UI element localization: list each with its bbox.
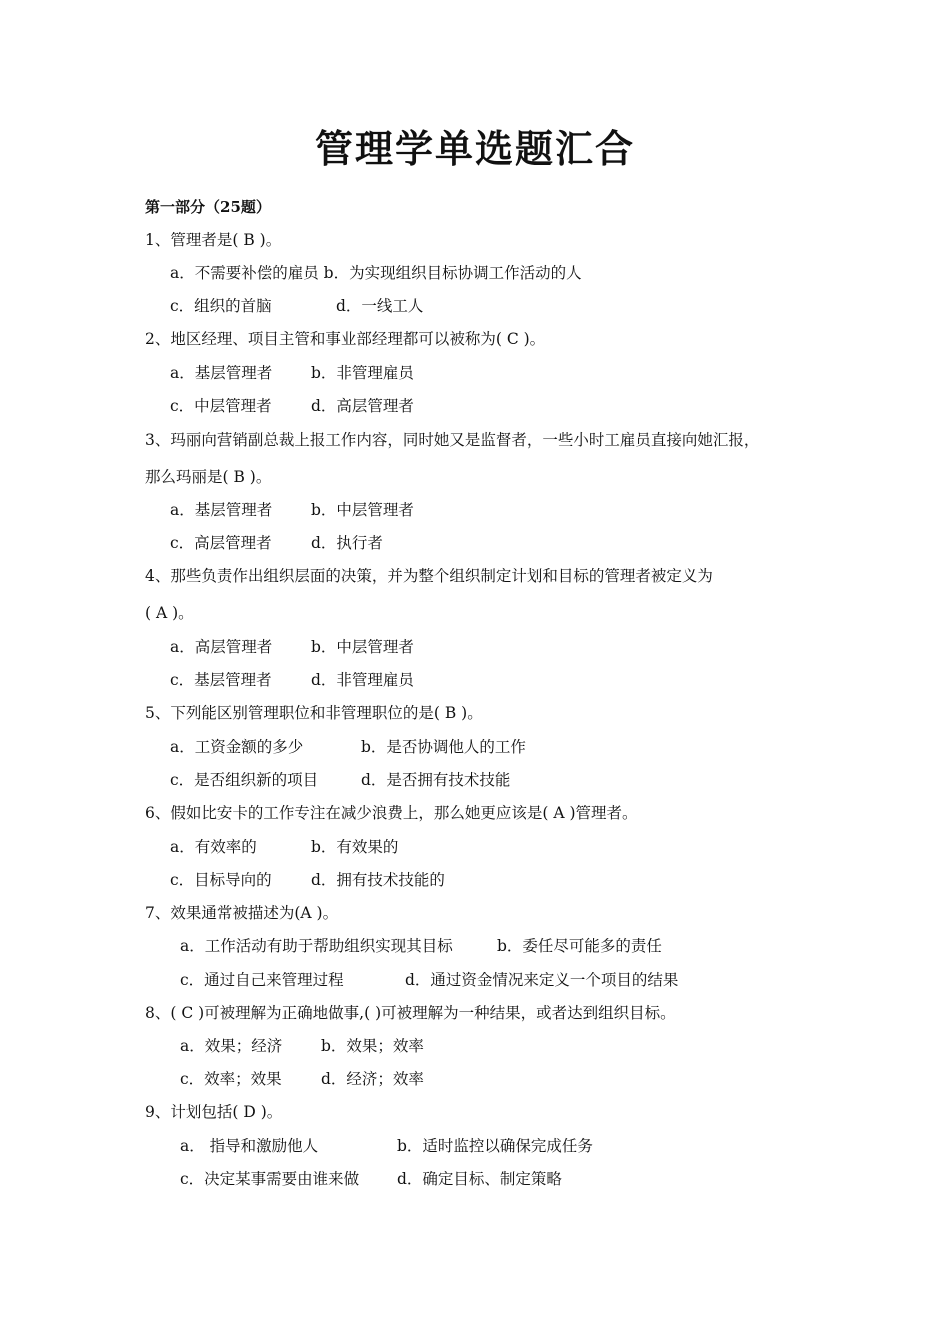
question-6-option-b: b．有效果的 [311, 838, 399, 856]
question-8-option-b: b．效果；效率 [321, 1037, 424, 1055]
question-7-option-d: d．通过资金情况来定义一个项目的结果 [405, 971, 679, 989]
question-1-option-c: c．组织的首脑 [170, 297, 272, 315]
question-5-option-d: d．是否拥有技术技能 [361, 771, 511, 789]
question-8: 8、( C )可被理解为正确地做事,( )可被理解为一种结果，或者达到组织目标。 [145, 1004, 676, 1022]
question-9-option-b: b．适时监控以确保完成任务 [397, 1137, 593, 1155]
section-heading: 第一部分（25题） [145, 198, 271, 216]
question-2-option-c: c．中层管理者 [170, 397, 272, 415]
question-8-option-c: c．效率；效果 [180, 1070, 282, 1088]
question-7-option-b: b．委任尽可能多的责任 [497, 937, 662, 955]
page-title: 管理学单选题汇合 [314, 126, 635, 171]
question-7: 7、效果通常被描述为(A )。 [145, 904, 339, 922]
question-6-option-c: c．目标导向的 [170, 871, 272, 889]
question-6-option-a: a．有效率的 [170, 838, 257, 856]
question-8-option-d: d．经济；效率 [321, 1070, 424, 1088]
question-3-line-1: 3、玛丽向营销副总裁上报工作内容，同时她又是监督者，一些小时工雇员直接向她汇报， [145, 431, 760, 449]
question-6-option-d: d．拥有技术技能的 [311, 871, 445, 889]
question-5-option-b: b．是否协调他人的工作 [361, 738, 526, 756]
question-2-option-a: a．基层管理者 [170, 364, 273, 382]
question-9-option-d: d．确定目标、制定策略 [397, 1170, 562, 1188]
question-7-option-a: a．工作活动有助于帮助组织实现其目标 [180, 937, 453, 955]
question-3-option-a: a．基层管理者 [170, 501, 273, 519]
question-5-option-a: a．工资金额的多少 [170, 738, 304, 756]
question-4-option-c: c．基层管理者 [170, 671, 272, 689]
question-9-option-c: c．决定某事需要由谁来做 [180, 1170, 360, 1188]
question-2-option-d: d．高层管理者 [311, 397, 414, 415]
question-4-line-1: 4、那些负责作出组织层面的决策，并为整个组织制定计划和目标的管理者被定义为 [145, 567, 713, 585]
question-9-option-a: a． 指导和激励他人 [180, 1137, 319, 1155]
question-7-option-c: c．通过自己来管理过程 [180, 971, 344, 989]
question-1-option-d: d．一线工人 [336, 297, 424, 315]
question-4-line-2: ( A )。 [145, 604, 194, 622]
question-5: 5、下列能区别管理职位和非管理职位的是( B )。 [145, 704, 483, 722]
question-2-option-b: b．非管理雇员 [311, 364, 414, 382]
question-4-option-b: b．中层管理者 [311, 638, 414, 656]
question-2: 2、地区经理、项目主管和事业部经理都可以被称为( C )。 [145, 330, 546, 348]
question-1-option-a-b: a．不需要补偿的雇员 b．为实现组织目标协调工作活动的人 [170, 264, 582, 282]
question-3-option-b: b．中层管理者 [311, 501, 414, 519]
question-8-option-a: a．效果；经济 [180, 1037, 283, 1055]
question-3-option-c: c．高层管理者 [170, 534, 272, 552]
question-9: 9、计划包括( D )。 [145, 1103, 283, 1121]
question-6: 6、假如比安卡的工作专注在减少浪费上，那么她更应该是( A )管理者。 [145, 804, 638, 822]
question-1: 1、管理者是( B )。 [145, 231, 282, 249]
question-3-line-2: 那么玛丽是( B )。 [145, 468, 272, 486]
question-5-option-c: c．是否组织新的项目 [170, 771, 319, 789]
question-4-option-d: d．非管理雇员 [311, 671, 414, 689]
question-3-option-d: d．执行者 [311, 534, 383, 552]
question-4-option-a: a．高层管理者 [170, 638, 273, 656]
